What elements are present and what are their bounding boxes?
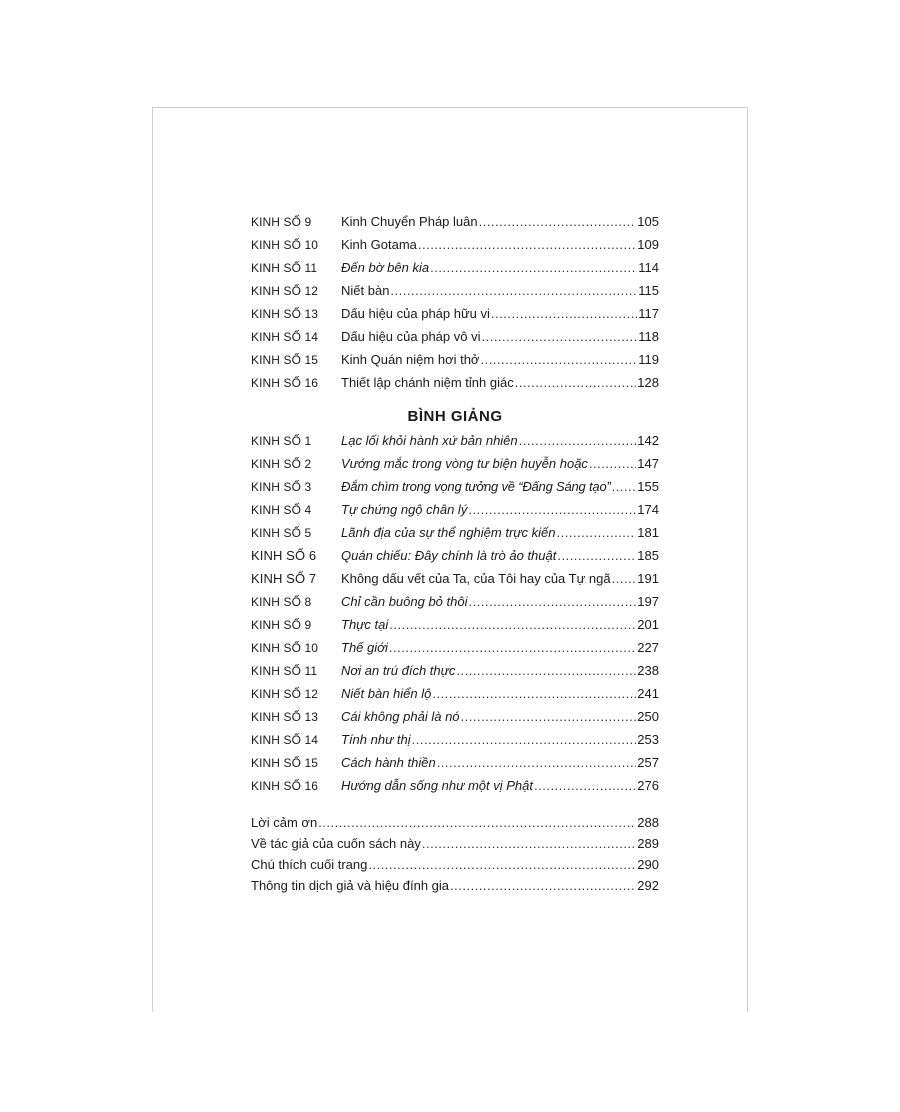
toc-entry	[251, 686, 659, 706]
dot-leader	[450, 878, 636, 893]
entry-title: Lời cảm ơn	[251, 815, 318, 830]
toc-entry	[251, 548, 659, 568]
entry-title: Lạc lối khỏi hành xứ bản nhiên	[341, 433, 518, 448]
toc-entry	[251, 456, 659, 476]
entry-title: Hướng dẫn sống như một vị Phật	[341, 778, 533, 793]
entry-title: Thế giới	[341, 640, 388, 655]
dot-leader	[589, 456, 636, 471]
toc-entry	[251, 571, 659, 591]
entry-page-number: 181	[637, 525, 659, 540]
dot-leader	[389, 617, 636, 632]
toc-entry	[251, 306, 659, 326]
entry-label: KINH SỐ 16	[251, 376, 319, 390]
entry-label: KINH SỐ 15	[251, 353, 319, 367]
entry-label: KINH SỐ 6	[251, 548, 317, 563]
toc-entry	[251, 617, 659, 637]
toc-entry	[251, 329, 659, 349]
entry-page-number: 238	[637, 663, 659, 678]
dot-leader	[461, 709, 637, 724]
entry-title: Kinh Quán niệm hơi thở	[341, 352, 480, 367]
entry-page-number: 289	[637, 836, 659, 851]
entry-page-number: 155	[637, 479, 659, 494]
entry-page-number: 117	[638, 306, 659, 321]
toc-entry	[251, 815, 659, 835]
entry-title: Lãnh địa của sự thể nghiệm trực kiến	[341, 525, 556, 540]
entry-label: KINH SỐ 14	[251, 733, 319, 747]
entry-label: KINH SỐ 13	[251, 710, 319, 724]
entry-page-number: 288	[637, 815, 659, 830]
entry-title: Niết bàn	[341, 283, 390, 298]
entry-title: Đến bờ bên kia	[341, 260, 430, 275]
entry-page-number: 115	[638, 283, 659, 298]
entry-page-number: 201	[637, 617, 659, 632]
toc-entry	[251, 594, 659, 614]
entry-title: Đắm chìm trong vọng tưởng về “Đấng Sáng tạo”	[341, 479, 611, 494]
entry-label: KINH SỐ 14	[251, 330, 319, 344]
toc-entry	[251, 375, 659, 395]
dot-leader	[557, 525, 637, 540]
toc-entry	[251, 878, 659, 898]
dot-leader	[390, 283, 637, 298]
entry-page-number: 241	[637, 686, 659, 701]
entry-label: KINH SỐ 11	[251, 664, 318, 678]
entry-page-number: 185	[637, 548, 659, 563]
entry-title: Nơi an trú đích thực	[341, 663, 456, 678]
dot-leader	[368, 857, 636, 872]
dot-leader	[389, 640, 636, 655]
entry-label: KINH SỐ 5	[251, 526, 312, 540]
entry-label: KINH SỐ 13	[251, 307, 319, 321]
entry-label: KINH SỐ 10	[251, 238, 319, 252]
dot-leader	[480, 352, 637, 367]
entry-page-number: 191	[637, 571, 659, 586]
dot-leader	[422, 836, 636, 851]
entry-label: KINH SỐ 9	[251, 215, 312, 229]
entry-title: Kinh Chuyển Pháp luân	[341, 214, 478, 229]
toc-entry	[251, 502, 659, 522]
dot-leader	[612, 479, 637, 494]
toc-entry	[251, 214, 659, 234]
entry-title: Tự chứng ngộ chân lý	[341, 502, 468, 517]
entry-label: KINH SỐ 12	[251, 284, 319, 298]
entry-page-number: 276	[637, 778, 659, 793]
entry-page-number: 142	[637, 433, 659, 448]
dot-leader	[430, 260, 637, 275]
entry-page-number: 290	[637, 857, 659, 872]
toc-entry	[251, 836, 659, 856]
book-page	[152, 107, 748, 1012]
toc-entry	[251, 525, 659, 545]
entry-title: Chú thích cuối trang	[251, 857, 368, 872]
dot-leader	[468, 502, 636, 517]
dot-leader	[491, 306, 637, 321]
entry-page-number: 253	[637, 732, 659, 747]
dot-leader	[456, 663, 636, 678]
dot-leader	[534, 778, 636, 793]
entry-page-number: 109	[637, 237, 659, 252]
entry-label: KINH SỐ 4	[251, 503, 312, 517]
dot-leader	[432, 686, 636, 701]
entry-title: Thông tin dịch giả và hiệu đính gia	[251, 878, 450, 893]
entry-label: KINH SỐ 16	[251, 779, 319, 793]
entry-label: KINH SỐ 12	[251, 687, 319, 701]
entry-title: Cách hành thiền	[341, 755, 436, 770]
dot-leader	[612, 571, 637, 586]
dot-leader	[519, 433, 637, 448]
entry-page-number: 174	[637, 502, 659, 517]
entry-label: KINH SỐ 9	[251, 618, 312, 632]
entry-title: Chỉ cần buông bỏ thôi	[341, 594, 468, 609]
toc-entry	[251, 283, 659, 303]
toc-entry	[251, 755, 659, 775]
entry-page-number: 105	[637, 214, 659, 229]
entry-title: Niết bàn hiển lộ	[341, 686, 432, 701]
entry-title: Tính như thị	[341, 732, 411, 747]
entry-label: KINH SỐ 10	[251, 641, 319, 655]
dot-leader	[515, 375, 637, 390]
entry-page-number: 147	[637, 456, 659, 471]
entry-title: Dấu hiệu của pháp hữu vi	[341, 306, 490, 321]
entry-title: Cái không phải là nó	[341, 709, 460, 724]
toc-entry	[251, 640, 659, 660]
entry-title: Kinh Gotama	[341, 237, 417, 252]
entry-title: Thực tại	[341, 617, 389, 632]
dot-leader	[418, 237, 636, 252]
entry-title: Quán chiếu: Đây chính là trò ảo thuật	[341, 548, 557, 563]
entry-label: KINH SỐ 8	[251, 595, 312, 609]
entry-label: KINH SỐ 1	[251, 434, 312, 448]
entry-label: KINH SỐ 15	[251, 756, 319, 770]
dot-leader	[479, 214, 637, 229]
toc-entry	[251, 352, 659, 372]
entry-label: KINH SỐ 2	[251, 457, 312, 471]
entry-page-number: 128	[637, 375, 659, 390]
dot-leader	[412, 732, 637, 747]
entry-page-number: 292	[637, 878, 659, 893]
toc-entry	[251, 479, 659, 499]
toc-entry	[251, 260, 659, 280]
entry-page-number: 114	[638, 260, 659, 275]
entry-title: Vướng mắc trong vòng tư biện huyễn hoặc	[341, 456, 588, 471]
dot-leader	[318, 815, 636, 830]
entry-label: KINH SỐ 11	[251, 261, 318, 275]
toc-entry	[251, 857, 659, 877]
entry-page-number: 227	[637, 640, 659, 655]
section-heading: BÌNH GIẢNG	[407, 408, 503, 425]
entry-page-number: 250	[637, 709, 659, 724]
entry-page-number: 118	[638, 329, 659, 344]
entry-title: Về tác giả của cuốn sách này	[251, 836, 421, 851]
dot-leader	[468, 594, 636, 609]
dot-leader	[557, 548, 636, 563]
entry-title: Dấu hiệu của pháp vô vi	[341, 329, 481, 344]
dot-leader	[481, 329, 637, 344]
entry-page-number: 197	[637, 594, 659, 609]
entry-label: KINH SỐ 7	[251, 571, 317, 586]
entry-page-number: 257	[637, 755, 659, 770]
toc-entry	[251, 433, 659, 453]
entry-title: Thiết lập chánh niệm tỉnh giác	[341, 375, 514, 390]
toc-entry	[251, 778, 659, 798]
entry-title: Không dấu vết của Ta, của Tôi hay của Tự ngã	[341, 571, 611, 586]
dot-leader	[437, 755, 637, 770]
entry-label: KINH SỐ 3	[251, 480, 312, 494]
toc-entry	[251, 732, 659, 752]
entry-page-number: 119	[638, 352, 659, 367]
toc-entry	[251, 237, 659, 257]
toc-entry	[251, 709, 659, 729]
toc-entry	[251, 663, 659, 683]
